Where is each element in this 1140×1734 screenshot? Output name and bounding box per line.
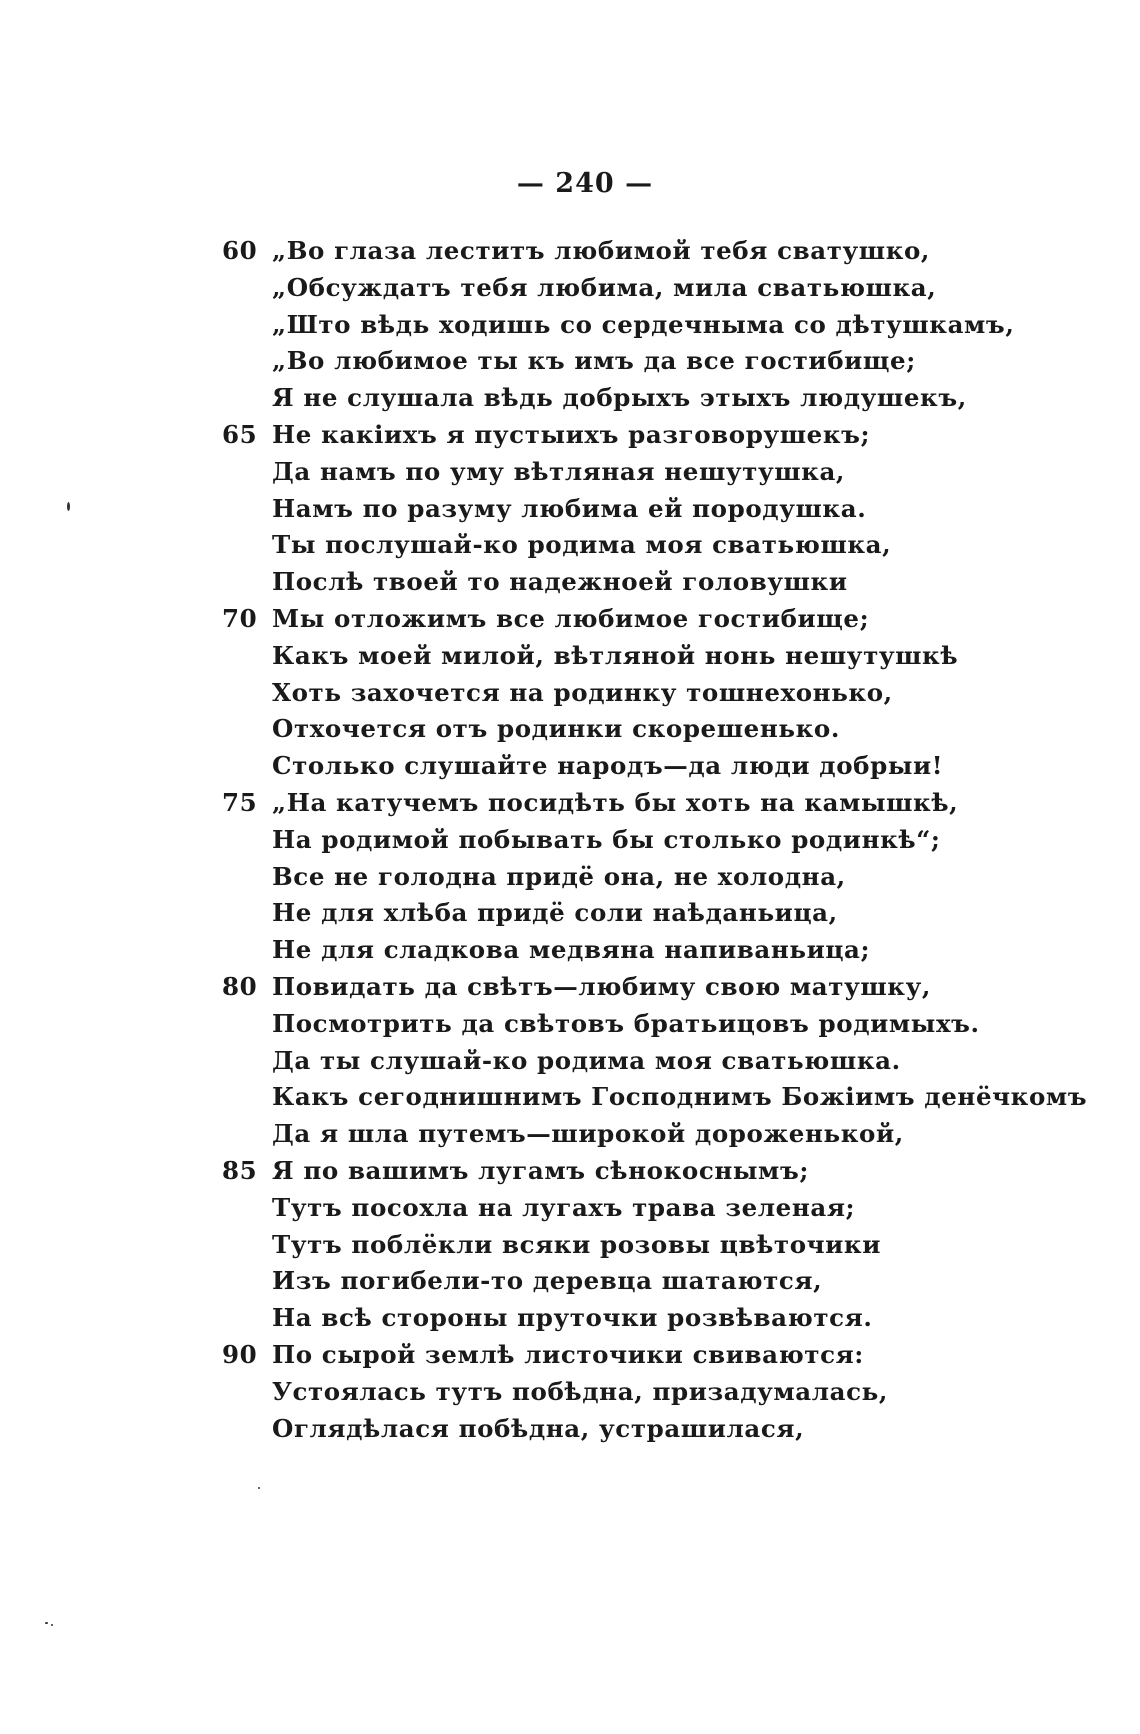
- poem-line: [222, 969, 1052, 1006]
- poem-line: [272, 1079, 1088, 1116]
- poem-line: [222, 417, 1052, 454]
- line-text: „На катучемъ посидѣть бы хоть на камышкѣ,: [272, 787, 959, 817]
- ink-speck: [67, 502, 70, 511]
- poem-line: [272, 1116, 1052, 1153]
- poem-line: [272, 454, 1052, 491]
- poem-line: [272, 822, 1052, 859]
- line-text: „Во любимое ты къ имъ да все гостибище;: [272, 346, 916, 376]
- line-text: На родимой побывать бы столько родинкѣ“;: [272, 824, 941, 854]
- ink-speck: [45, 1622, 48, 1624]
- line-number: 85: [222, 1155, 258, 1185]
- line-text: Не для хлѣба придё соли наѣданьица,: [272, 898, 838, 928]
- line-text: „Што вѣдь ходишь со сердечныма со дѣтушкамъ,: [272, 309, 1015, 339]
- line-text: Повидать да свѣтъ—любиму свою матушку,: [272, 971, 931, 1001]
- poem-text: [222, 233, 1088, 1447]
- ink-speck: [51, 1624, 53, 1626]
- poem-line: [272, 307, 1052, 344]
- line-text: Да намъ по уму вѣтляная нешутушка,: [272, 456, 846, 486]
- line-number: 60: [222, 236, 258, 265]
- line-text: Да я шла путемъ—широкой дороженькой,: [272, 1119, 904, 1149]
- line-text: Столько слушайте народъ—да люди добрыи!: [272, 751, 944, 781]
- poem-line: [272, 932, 1052, 969]
- line-number: 80: [222, 971, 258, 1001]
- poem-line: [272, 380, 1052, 417]
- line-text: Я по вашимъ лугамъ сѣнокоснымъ;: [272, 1155, 809, 1185]
- line-text: Я не слушала вѣдь добрыхъ этыхъ людушекъ,: [272, 383, 967, 413]
- line-text: Оглядѣлася побѣдна, устрашилася,: [272, 1413, 805, 1443]
- page-number: — 240 —: [516, 168, 654, 199]
- poem-line: [272, 711, 1052, 748]
- line-text: „Во глаза леститъ любимой тебя сватушко,: [272, 236, 931, 265]
- line-text: Отхочется отъ родинки скорешенько.: [272, 714, 840, 744]
- poem-line: [222, 601, 1052, 638]
- line-text: Устоялась тутъ побѣдна, призадумалась,: [272, 1376, 888, 1406]
- line-number: 90: [222, 1339, 258, 1369]
- ink-speck: [258, 1487, 260, 1489]
- poem-line: [272, 564, 1052, 601]
- line-text: Не для сладкова медвяна напиваньица;: [272, 935, 871, 965]
- poem-line: [222, 233, 1052, 270]
- poem-line: [272, 1006, 1052, 1043]
- line-text: Какъ моей милой, вѣтляной нонь нешутушкѣ: [272, 640, 959, 670]
- line-number: 65: [222, 419, 258, 449]
- poem-line: [272, 748, 1052, 785]
- poem-line: [272, 343, 1052, 380]
- poem-line: [272, 638, 1052, 675]
- poem-line: [272, 270, 1052, 307]
- line-text: Тутъ посохла на лугахъ трава зеленая;: [272, 1192, 856, 1222]
- line-text: Не какіихъ я пустыихъ разговорушекъ;: [272, 419, 871, 449]
- line-text: Изъ погибели-то деревца шатаются,: [272, 1266, 823, 1296]
- line-text: Посмотрить да свѣтовъ братьицовъ родимыхъ.: [272, 1008, 980, 1038]
- poem-line: [272, 675, 1052, 712]
- poem-line: [272, 1190, 1052, 1227]
- poem-line: [272, 491, 1052, 528]
- poem-line: [272, 895, 1052, 932]
- line-text: Ты послушай-ко родима моя сватьюшка,: [272, 530, 892, 560]
- poem-line: [272, 527, 1052, 564]
- line-text: Да ты слушай-ко родима моя сватьюшка.: [272, 1045, 901, 1075]
- poem-line: [272, 1374, 1052, 1411]
- poem-line: [272, 1043, 1052, 1080]
- poem-line: [222, 1153, 1052, 1190]
- line-text: Мы отложимъ все любимое гостибище;: [272, 603, 870, 633]
- line-text: Все не голодна придё она, не холодна,: [272, 861, 846, 891]
- poem-line: [272, 1300, 1052, 1337]
- line-text: Намъ по разуму любима ей породушка.: [272, 493, 867, 523]
- poem-line: [222, 785, 1052, 822]
- line-text: Какъ сегоднишнимъ Господнимъ Божіимъ денёчкомъ: [272, 1082, 1088, 1112]
- line-text: Хоть захочется на родинку тошнехонько,: [272, 677, 893, 707]
- line-number: 75: [222, 787, 258, 817]
- poem-line: [222, 1337, 1052, 1374]
- line-text: По сырой землѣ листочики свиваются:: [272, 1339, 864, 1369]
- poem-line: [272, 1263, 1052, 1300]
- line-text: На всѣ стороны пруточки розвѣваются.: [272, 1303, 873, 1333]
- poem-line: [272, 859, 1052, 896]
- line-text: Тутъ поблёкли всяки розовы цвѣточики: [272, 1229, 882, 1259]
- poem-line: [272, 1227, 1052, 1264]
- line-number: 70: [222, 603, 258, 633]
- line-text: Послѣ твоей то надежноей головушки: [272, 567, 848, 597]
- line-text: „Обсуждатъ тебя любима, мила сватьюшка,: [272, 272, 937, 302]
- poem-line: [272, 1411, 1052, 1448]
